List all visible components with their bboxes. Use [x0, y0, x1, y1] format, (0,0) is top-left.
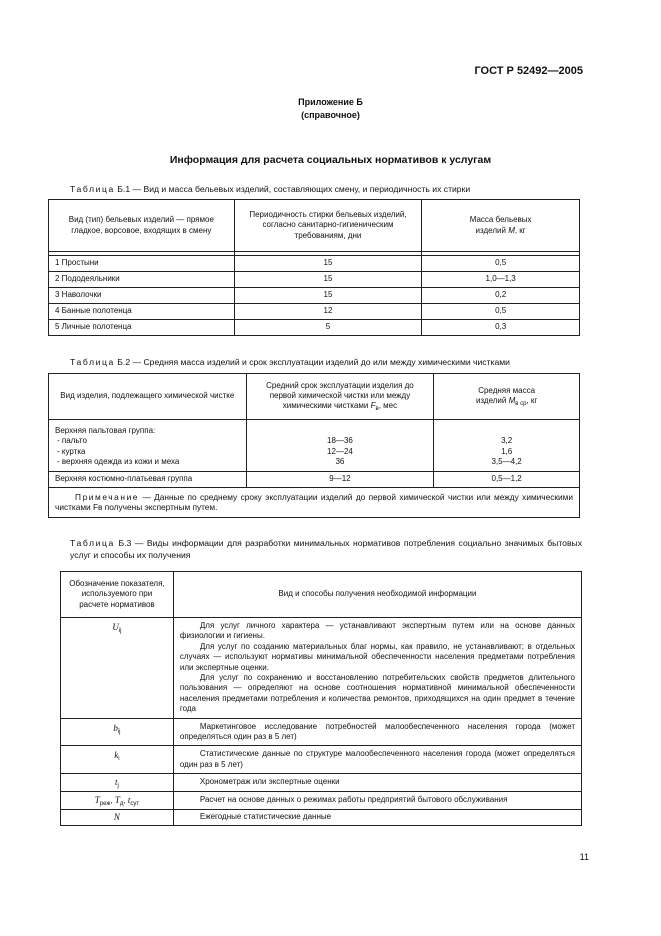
note-text: — Данные по среднему сроку эксплуатации изделий до первой химической чистки или между химическими чистками Fв получены экспертным путем.	[55, 491, 573, 513]
table1-cell-name: 2 Пододеяльники	[49, 272, 235, 288]
table3-caption-text: Б.3 — Виды информации для разработки минимальных нормативов потребления социально значимых бытовых услуг и способы их получения	[70, 538, 582, 561]
table1-cell-name: 1 Простыни	[49, 256, 235, 272]
table3-paragraph: Маркетинговое исследование потребностей малообеспеченного населения города (может определяться один раз в 5 лет)	[179, 721, 575, 741]
table3-symbol: N	[61, 810, 174, 826]
table3-caption	[70, 537, 582, 562]
table3-symbol: $U_{ij}$	[61, 618, 174, 719]
table2-caption	[70, 357, 510, 367]
table1-caption-prefix: Таблица	[70, 184, 115, 194]
table-row	[49, 320, 580, 336]
table1-cell-period: 15	[234, 256, 422, 272]
table2-header-mass: Средняя масса изделий $M_{в ср}$, кг	[434, 374, 580, 420]
table3	[60, 571, 582, 826]
table3-paragraph: Ежегодные статистические данные	[199, 812, 332, 822]
table2-cell-mass: 0,5—1,2	[434, 471, 580, 487]
table3-paragraph: Для услуг по сохранению и восстановлению потребительских свойств предметов длительного пользования — определяют на основе соотношения нормативной минимальной обеспеченности населения предметами потребления и количества ремонтов, приходящихся на один предмет в течение года	[179, 672, 575, 714]
page-number: 11	[579, 852, 589, 862]
appendix-subtitle: (справочное)	[301, 110, 360, 120]
table2-group-title: Верхняя пальтовая группа:	[55, 426, 156, 435]
table-row	[49, 256, 580, 272]
standard-number: ГОСТ Р 52492—2005	[474, 65, 583, 77]
table3-paragraph: Хронометраж или экспертные оценки	[199, 777, 340, 787]
table2-note	[49, 487, 580, 518]
table3-info	[173, 718, 581, 746]
table-row	[61, 746, 582, 774]
table1-header-type: Вид (тип) бельевых изделий — прямое гладкое, ворсовое, входящих в смену	[49, 200, 235, 252]
table3-info	[173, 774, 581, 792]
table2-group-cell	[49, 420, 247, 472]
table2-term-value: 12—24	[327, 446, 353, 456]
table-row	[61, 774, 582, 792]
table2-group-item: - пальто	[57, 436, 87, 446]
table3-header-info: Вид и способы получения необходимой информации	[173, 572, 581, 618]
table1-cell-name: 3 Наволочки	[49, 288, 235, 304]
table1-cell-name: 5 Личные полотенца	[49, 320, 235, 336]
table-row	[61, 810, 582, 826]
table1-cell-name: 4 Банные полотенца	[49, 304, 235, 320]
table2-header-term: Средний срок эксплуатации изделия до первой химической чистки или между химическими чистками $F_в$, мес	[246, 374, 434, 420]
main-title: Информация для расчета социальных нормативов к услугам	[169, 154, 492, 166]
appendix-title: Приложение Б	[298, 97, 363, 107]
table1-cell-period: 15	[234, 272, 422, 288]
table3-symbol: $t_j$	[61, 774, 174, 792]
table2-term-value: 18—36	[327, 436, 353, 446]
table2-mass-cell	[434, 420, 580, 472]
table3-paragraph: Для услуг личного характера — устанавливают экспертным путем или на основе данных физиологии и гигиены.	[179, 621, 575, 641]
table-row	[61, 718, 582, 746]
table2-caption-prefix: Таблица	[70, 357, 115, 367]
table3-info	[173, 810, 581, 826]
table3-symbol: $b_{ij}$	[61, 718, 174, 746]
table3-header-symbol: Обозначение показателя, используемого при расчете нормативов	[61, 572, 174, 618]
table-row	[61, 618, 582, 719]
table-row	[49, 288, 580, 304]
table-row	[49, 471, 580, 487]
table3-paragraph: Расчет на основе данных о режимах работы предприятий бытового обслуживания	[199, 795, 508, 805]
table3-symbol: $T_{реж}$, $T_д$, $t_{сут}$	[61, 792, 174, 810]
table1-cell-period: 12	[234, 304, 422, 320]
table3-caption-prefix: Таблица	[70, 538, 115, 548]
note-label: Примечание	[75, 491, 140, 502]
table-row	[49, 304, 580, 320]
table1-caption-text: Б.1 — Вид и масса бельевых изделий, составляющих смену, и периодичность их стирки	[117, 184, 471, 194]
table2-cell-term: 9—12	[246, 471, 434, 487]
table2	[48, 373, 580, 518]
table2-group-item: - верхняя одежда из кожи и меха	[57, 457, 180, 467]
table2-term-value: 36	[335, 457, 345, 467]
table3-info	[173, 618, 581, 719]
table1-cell-mass: 0,3	[422, 320, 580, 336]
table1	[48, 199, 580, 336]
table3-info	[173, 792, 581, 810]
table2-term-cell	[246, 420, 434, 472]
table1-cell-mass: 0,2	[422, 288, 580, 304]
table1-cell-mass: 0,5	[422, 256, 580, 272]
table1-header-mass: Масса бельевых изделий M, кг	[422, 200, 580, 252]
table-row	[61, 792, 582, 810]
table2-header-type: Вид изделия, подлежащего химической чистке	[49, 374, 247, 420]
table1-header-period: Периодичность стирки бельевых изделий, согласно санитарно-гигиеническим требованиям, дни	[234, 200, 422, 252]
table1-cell-period: 5	[234, 320, 422, 336]
table3-symbol: $k_i$	[61, 746, 174, 774]
table3-paragraph: Для услуг по созданию материальных благ нормы, как правило, не устанавливают; в отдельных случаях — используют нормативы минимальной обеспеченности населения предметами потребления или экспертные оценки.	[179, 641, 575, 672]
table1-caption	[70, 184, 470, 194]
table3-info	[173, 746, 581, 774]
table1-cell-period: 15	[234, 288, 422, 304]
table1-cell-mass: 0,5	[422, 304, 580, 320]
table2-mass-value: 3,2	[501, 436, 513, 446]
table2-group-item: - куртка	[57, 446, 86, 456]
table2-mass-value: 1,6	[501, 446, 513, 456]
table1-cell-mass: 1,0—1,3	[422, 272, 580, 288]
table2-caption-text: Б.2 — Средняя масса изделий и срок эксплуатации изделий до или между химическими чистками	[117, 357, 510, 367]
table2-mass-value: 3,5—4,2	[491, 457, 522, 467]
table2-cell-name: Верхняя костюмно-платьевая группа	[49, 471, 247, 487]
table-row	[49, 420, 580, 472]
table-row	[49, 272, 580, 288]
table3-paragraph: Статистические данные по структуре малообеспеченного населения города (может определяться один раз в 5 лет)	[179, 749, 575, 769]
